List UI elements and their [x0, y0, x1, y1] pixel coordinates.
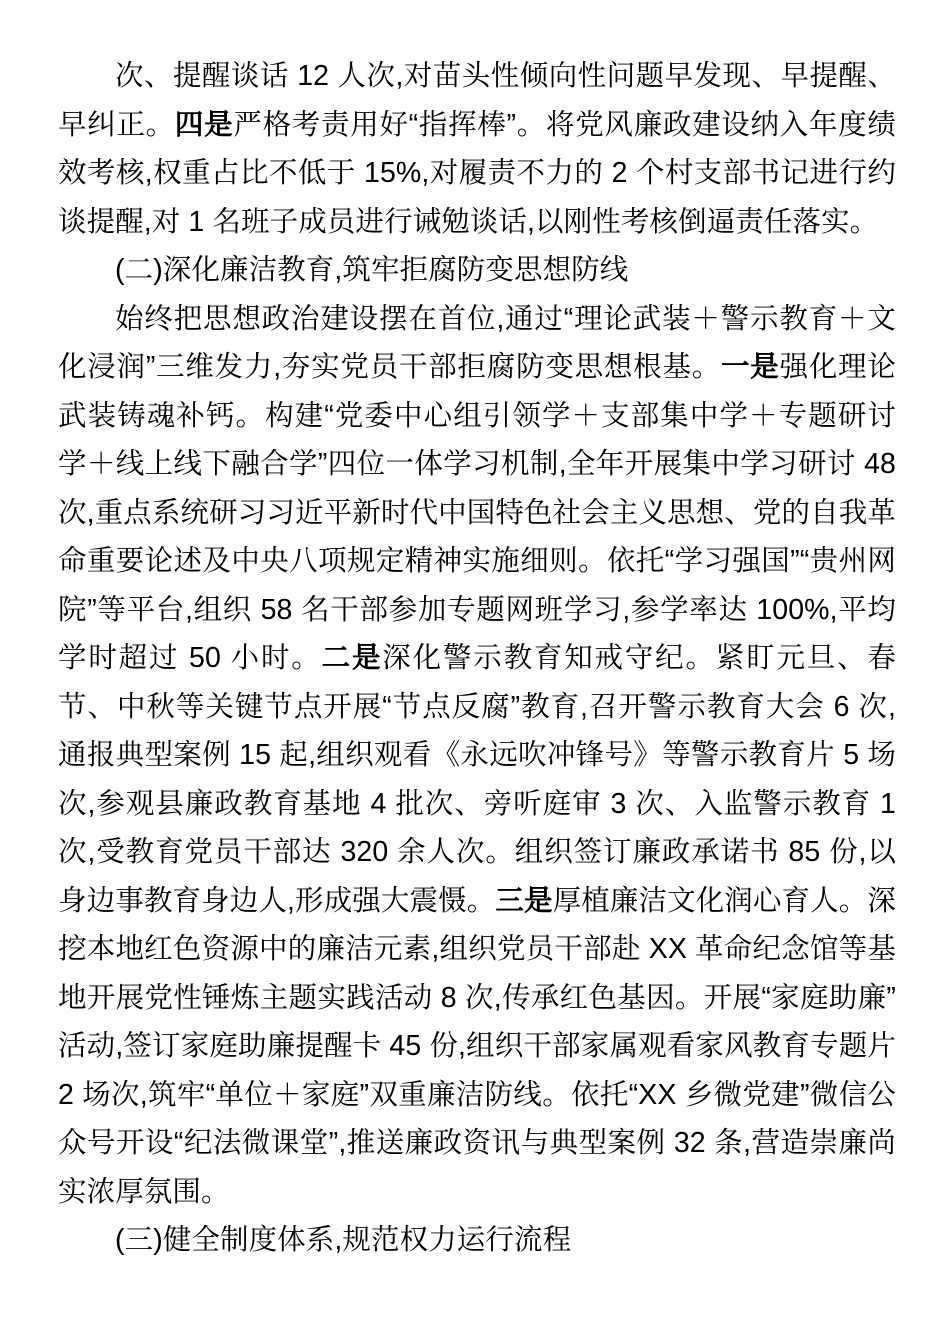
text-run: 次、提醒谈话 12 人次,对苗头性倾向性问题早发现、早提醒、早纠正。: [58, 60, 896, 141]
text-run: 深化警示教育知戒守纪。紧盯元旦、春节、中秋等关键节点开展“节点反腐”教育,召开警示教育大会 6 次,通报典型案例 15 起,组织观看《永远吹冲锋号》等警示教育片 5 场次,参观县廉政教育基地 4 批次、旁听庭审 3 次、入监警示教育 1 次,受教育党员干部达 320 余人次。组织签订廉政承诺书 85 份,以身边事教育身边人,形成强大震慑。: [58, 642, 897, 917]
text-run: 始终把思想政治建设摆在首位,通过“理论武装＋警示教育＋文化浸润”三维发力,夯实党员干部拒腐防变思想根基。: [58, 302, 896, 383]
page-content: [58, 52, 896, 1265]
text-run: (二)深化廉洁教育,筑牢拒腐防变思想防线: [115, 254, 629, 286]
section-heading-two: [58, 246, 896, 295]
text-run: (三)健全制度体系,规范权力运行流程: [115, 1224, 572, 1256]
paragraph-section-two-body: [58, 295, 896, 1217]
paragraph-continued: [58, 52, 896, 246]
text-run: 厚植廉洁文化润心育人。深挖本地红色资源中的廉洁元素,组织党员干部赴 XX 革命纪念馆等基地开展党性锤炼主题实践活动 8 次,传承红色基因。开展“家庭助廉”活动,签订家庭助廉提醒卡 45 份,组织干部家属观看家风教育专题片 2 场次,筑牢“单位＋家庭”双重廉洁防线。依托“XX 乡微党建”微信公众号开设“纪法微课堂”,推送廉政资讯与典型案例 32 条,营造崇廉尚实浓厚氛围。: [58, 884, 897, 1208]
emphasis-run: 四是: [174, 108, 234, 141]
emphasis-run: 三是: [495, 884, 553, 917]
emphasis-run: 一是: [721, 351, 780, 383]
text-run: 严格考责用好“指挥棒”。将党风廉政建设纳入年度绩效考核,权重占比不低于 15%,对履责不力的 2 个村支部书记进行约谈提醒,对 1 名班子成员进行诫勉谈话,以刚性考核倒逼责任落实。: [58, 108, 897, 238]
emphasis-run: 二是: [321, 642, 383, 674]
section-heading-three: [58, 1216, 896, 1265]
text-run: 强化理论武装铸魂补钙。构建“党委中心组引领学＋支部集中学＋专题研讨学＋线上线下融合学”四位一体学习机制,全年开展集中学习研讨 48 次,重点系统研习习近平新时代中国特色社会主义思想、党的自我革命重要论述及中央八项规定精神实施细则。依托“学习强国”“贵州网院”等平台,组织 58 名干部参加专题网班学习,参学率达 100%,平均学时超过 50 小时。: [58, 351, 897, 674]
